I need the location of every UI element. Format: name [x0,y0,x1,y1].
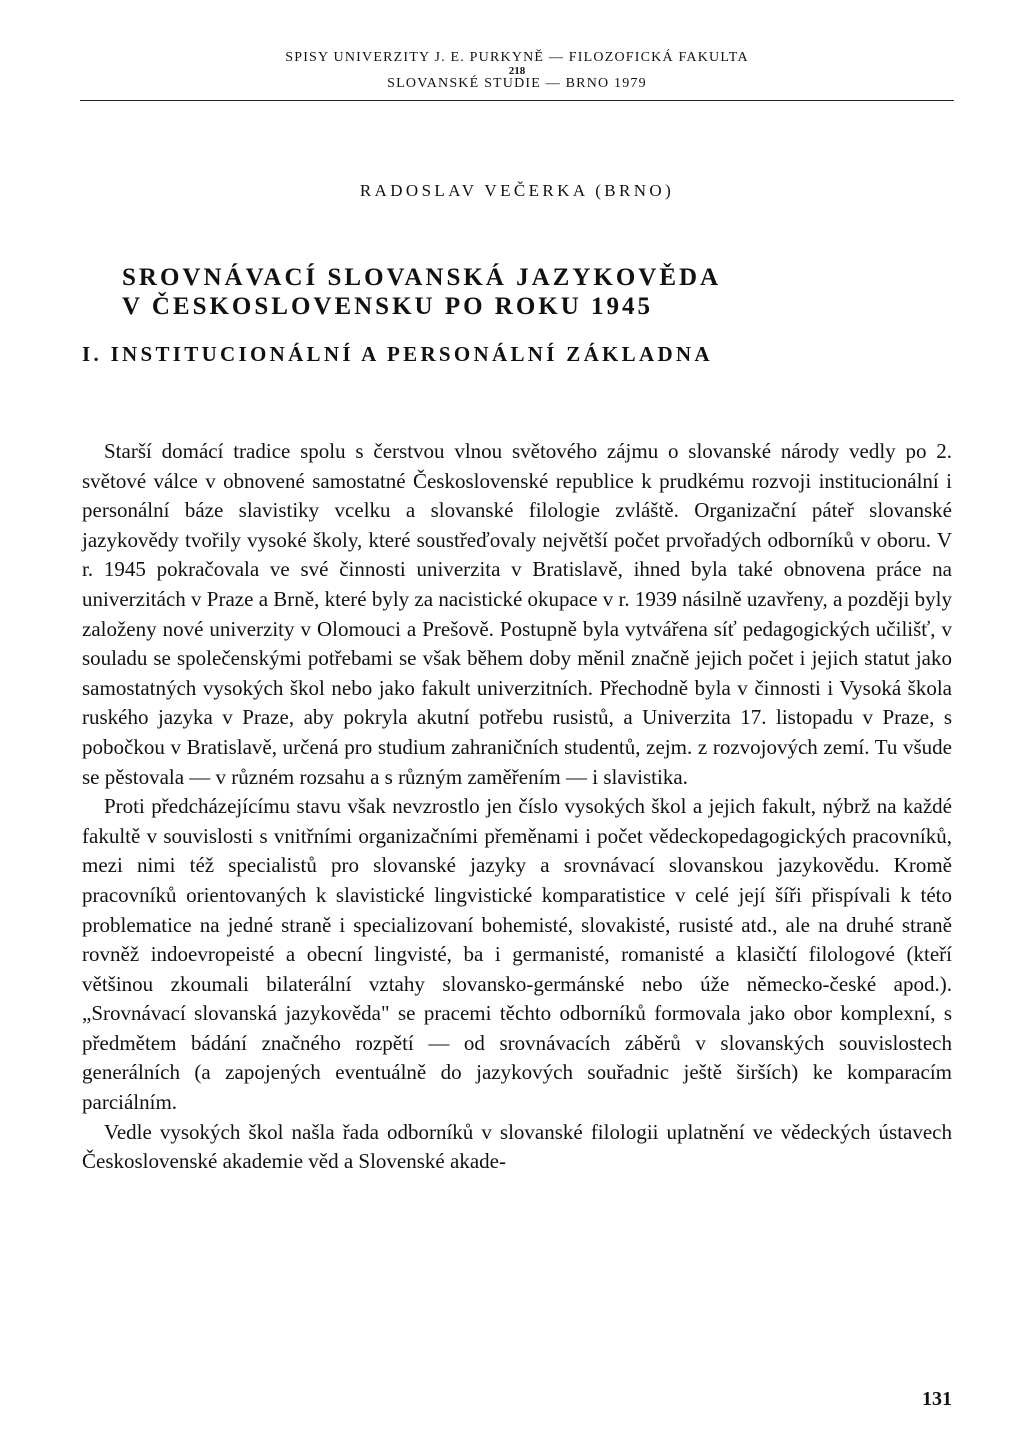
title-line-2: V ČESKOSLOVENSKU PO ROKU 1945 [122,293,654,320]
series-subheader: SLOVANSKÉ STUDIE — BRNO 1979 [387,76,647,91]
title-line-1: SROVNÁVACÍ SLOVANSKÁ JAZYKOVĚDA [122,264,722,291]
author: RADOSLAV VEČERKA (BRNO) [359,181,675,200]
page [82,50,952,1177]
page-number: 131 [922,1388,952,1410]
article-title [82,263,952,321]
section-heading: I. INSTITUCIONÁLNÍ A PERSONÁLNÍ ZÁKLADNA [82,342,713,366]
header-rule [80,100,954,101]
paragraph-1: Starší domácí tradice spolu s čerstvou vlnou světového zájmu o slovanské národy vedly po 2. světové válce v obnovené samostatné Československé republice k prudkému rozvoji institucionální i personální báze slavistiky vcelku a slovanské filologie zvláště. Organizační páteř slovanské jazykovědy tvořily vysoké školy, které soustřeďovaly největší počet prvořadých odborníků v oboru. V r. 1945 pokračovala ve své činnosti univerzita v Bratislavě, ihned byla také obnovena práce na univerzitách v Praze a Brně, které byly za nacistické okupace v r. 1939 násilně uzavřeny, a později byly založeny nové univerzity v Olomouci a Prešově. Postupně byla vytvářena síť pedagogických učilišť, v souladu se společenskými potřebami se však během doby měnil značně jejich počet i jejich statut jako samostatných vysokých škol nebo jako fakult univerzitních. Přechodně byla v činnosti i Vysoká škola ruského jazyka v Praze, aby pokryla akutní potřebu rusistů, a Univerzita 17. listopadu v Praze, s pobočkou v Bratislavě, určená pro studium zahraničních studentů, zejm. z rozvojových zemí. Tu všude se pěstovala — v různém rozsahu a s různým zaměřením — i slavistika. [82,439,952,789]
paragraph-3: Vedle vysokých škol našla řada odborníků v slovanské filologii uplatnění ve vědeckých ústavech Československé akademie věd a Slovenské akade- [82,1119,952,1174]
series-number: 218 [508,65,526,77]
body-text [82,437,952,1177]
paragraph-2: Proti předcházejícímu stavu však nevzrostlo jen číslo vysokých škol a jejich fakult, nýbrž na každé fakultě v souvislosti s vnitřními organizačními přeměnami i počet vědeckopedagogických pracovníků, mezi nimi též specialistů pro slovanské jazyky a srovnávací slovanskou jazykovědu. Kromě pracovníků orientovaných k slavistické lingvistické komparatistice v celé její šíři přispívali k této problematice na jedné straně i specializovaní bohemisté, slovakisté, rusisté atd., ale na druhé straně rovněž indoevropeisté a obecní lingvisté, ba i germanisté, romanisté a klasičtí filologové (kteří většinou zkoumali bilaterální vztahy slovansko-germánské nebo úže německo-české apod.). „Srovnávací slovanská jazykověda" se pracemi těchto odborníků formovala jako obor komplexní, s předmětem bádání značného rozpětí — od srovnávacích záběrů v slovanských souvislostech generálních (a zapojených eventuálně do jazykových souřadnic ještě širších) ke komparacím parciálním. [82,794,952,1115]
series-header: SPISY UNIVERZITY J. E. PURKYNĚ — FILOZOFICKÁ FAKULTA [285,50,749,65]
